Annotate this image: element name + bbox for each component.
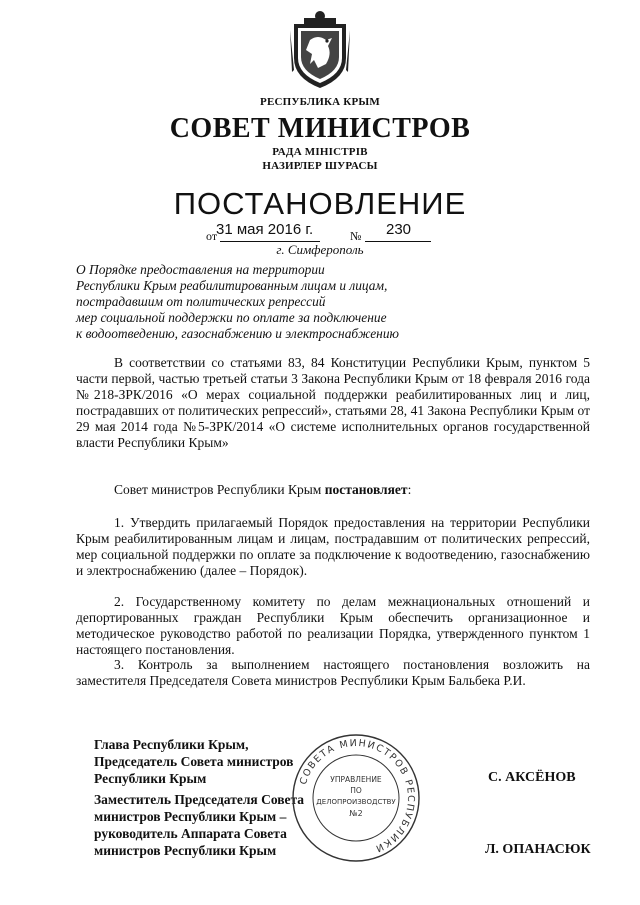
stamp-line: ПО: [350, 786, 362, 795]
official-stamp: [290, 732, 422, 864]
subject-line: пострадавшим от политических репрессий: [76, 294, 326, 309]
stamp-line: ДЕЛОПРОИЗВОДСТВУ: [316, 798, 396, 806]
subject-line: к водоотведению, газоснабжению и электроснабжению: [76, 326, 399, 341]
resolves-keyword: постановляет: [324, 482, 408, 497]
council-heading-crh: НАЗИРЛЕР ШУРАСЫ: [262, 160, 378, 172]
item-2-paragraph: 2. Государственному комитету по делам межнациональных отношений и депортированных граждан Республики Крым обеспечить организационное и методическое руководство работой по реализации Порядка, утвержденного пунктом 1 настоящего постановления.: [76, 594, 590, 657]
coat-of-arms-emblem: [288, 10, 352, 90]
resolves-colon: :: [407, 482, 412, 497]
first-signatory-name: С. АКСЁНОВ: [488, 770, 576, 785]
decree-number: 230: [386, 221, 412, 238]
date-label: от: [206, 229, 218, 243]
subject-line: мер социальной поддержки по оплате за подключение: [76, 310, 387, 325]
subject-line: Республики Крым реабилитированным лицам и лицам,: [76, 278, 388, 293]
stamp-line: УПРАВЛЕНИЕ: [330, 775, 382, 784]
second-signatory-title: [94, 791, 304, 859]
resolves-text: Совет министров Республики Крым: [114, 482, 325, 497]
decree-city: г. Симферополь: [276, 242, 364, 257]
council-heading: СОВЕТ МИНИСТРОВ: [169, 113, 471, 144]
preamble-paragraph: В соответствии со статьями 83, 84 Конституции Республики Крым, пунктом 5 части первой, частью третьей статьи 3 Закона Республики Крым от 18 февраля 2016 года №218-ЗРК/2016 «О мерах социальной поддержки реабилитированных лиц и лиц, пострадавших от политических репрессий», статьями 28, 41 Закона Республики Крым от 29 мая 2014 года №5-ЗРК/2014 «О системе исполнительных органов государственной власти Республики Крым»: [76, 355, 590, 450]
decree-title: ПОСТАНОВЛЕНИЕ: [173, 186, 467, 221]
decree-subject: [76, 262, 496, 342]
signatory-title-line: Председатель Совета министров: [94, 754, 294, 769]
stamp-ring-text: СОВЕТА МИНИСТРОВ РЕСПУБЛИКИ: [297, 737, 417, 855]
first-signatory-title: [94, 736, 293, 787]
resolves-paragraph: [76, 482, 590, 498]
signatory-title-line: руководитель Аппарата Совета: [94, 826, 287, 841]
republic-heading: РЕСПУБЛИКА КРЫМ: [260, 96, 380, 108]
signatory-title-line: Республики Крым: [94, 771, 207, 786]
number-label: №: [350, 229, 362, 243]
second-signatory-name: Л. ОПАНАСЮК: [485, 842, 591, 857]
item-1-paragraph: 1. Утвердить прилагаемый Порядок предоставления на территории Республики Крым реабилитированным лицам и лицам, пострадавшим от политических репрессий, мер социальной поддержки по оплате за подключение к водоотведению, газоснабжению и электроснабжению (далее – Порядок).: [76, 515, 590, 578]
subject-line: О Порядке предоставления на территории: [76, 262, 325, 277]
council-heading-ua: РАДА МІНІСТРІВ: [272, 146, 368, 158]
signatory-title-line: Заместитель Председателя Совета: [94, 792, 305, 807]
item-3-paragraph: 3. Контроль за выполнением настоящего постановления возложить на заместителя Председателя Совета министров Республики Крым Бальбека Р.И.: [76, 657, 590, 688]
stamp-line: №2: [349, 809, 363, 818]
signatory-title-line: Глава Республики Крым,: [94, 737, 249, 752]
signatory-title-line: министров Республики Крым –: [94, 809, 287, 824]
decree-date: 31 мая 2016 г.: [216, 221, 314, 238]
signatory-title-line: министров Республики Крым: [94, 843, 277, 858]
